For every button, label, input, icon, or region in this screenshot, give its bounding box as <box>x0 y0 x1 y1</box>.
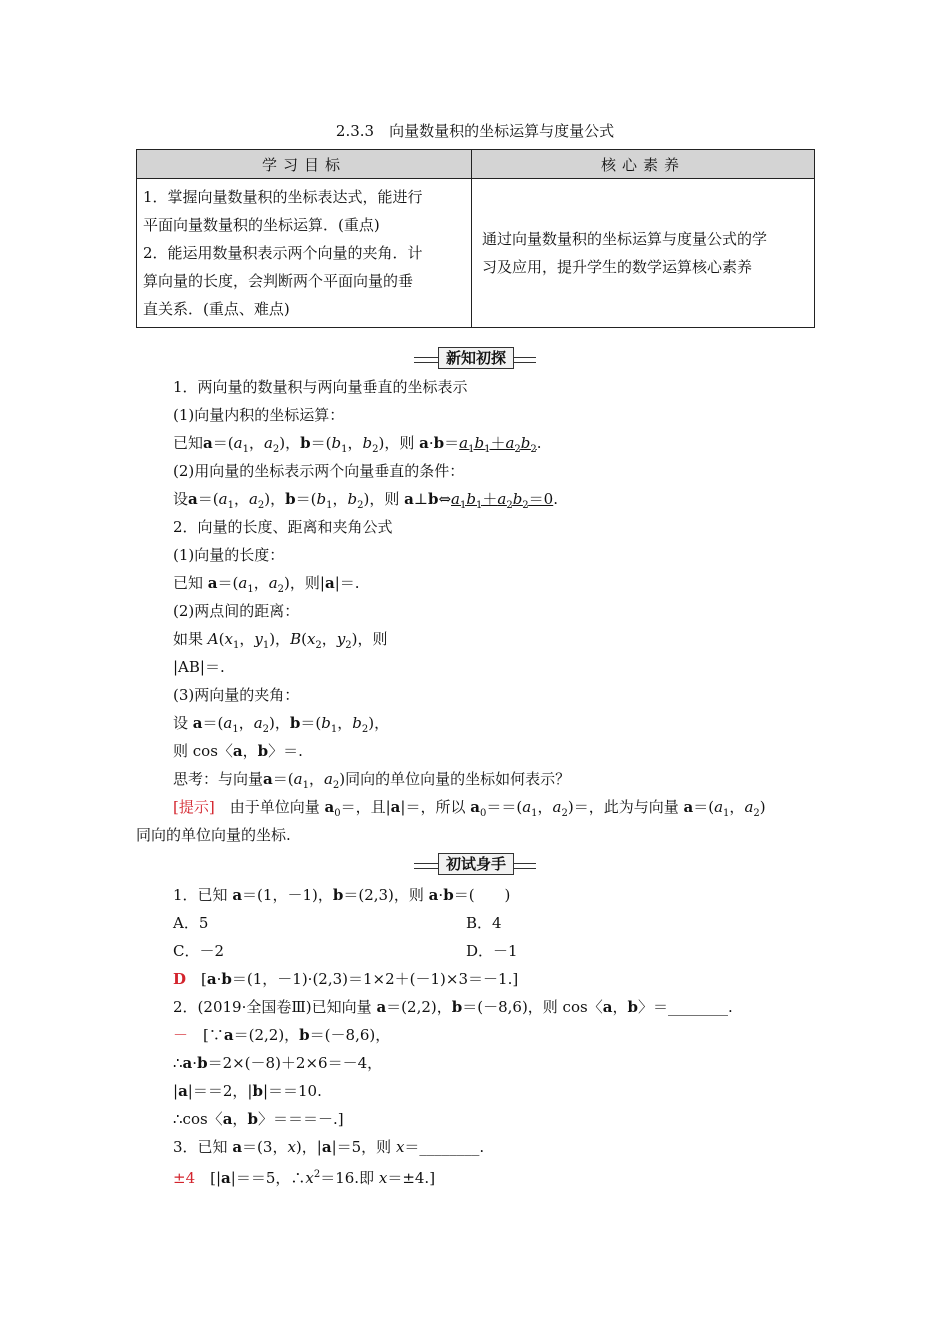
s2-p6: (3)两向量的夹角： <box>173 686 300 704</box>
question-2: 2．(2019·全国卷Ⅲ)已知向量 a＝(2,2)，b＝(－8,6)，则 cos〈a，b〉＝________. <box>173 998 733 1016</box>
goal-line: 直关系．(重点、难点) <box>143 300 290 318</box>
goal-line: 1．掌握向量数量积的坐标表达式，能进行 <box>143 188 423 206</box>
s2-heading: 2．向量的长度、距离和夹角公式 <box>173 518 393 536</box>
s2-p5: |AB|＝. <box>173 658 225 676</box>
banner-new-knowledge <box>414 347 536 369</box>
s2-p2: 已知 $a=(a_1$，$a_2$)，则|a|＝. <box>173 574 360 595</box>
s2-p8: 则 cos〈a，b〉＝. <box>173 742 303 760</box>
s1-p4: 设$a=(a_1$，$a_2$)，$b=(b_1$，$b_2$)，则 $a\perp b\Leftrightarrow a_1b_1+a_2b_2=0$. <box>173 490 558 511</box>
question-3: 3．已知 a＝(3，x)，|a|＝5，则 x＝________. <box>173 1138 485 1156</box>
goal-line: 平面向量数量积的坐标运算．(重点) <box>143 216 380 234</box>
s1-p2: 已知$a=(a_1$，$a_2$)，$b=(b_1$，$b_2$)，则 $a\cdot b=a_1b_1+a_2b_2$. <box>173 434 542 455</box>
goal-line: 2．能运用数量积表示两个向量的夹角．计 <box>143 244 423 262</box>
q2-solution-4: ∴cos〈a，b〉＝＝＝－.] <box>173 1110 344 1128</box>
q1-option-a: A．5 <box>173 914 209 932</box>
s2-p1: (1)向量的长度： <box>173 546 285 564</box>
banner-label: 新知初探 <box>438 347 514 369</box>
q1-option-b: B．4 <box>466 914 502 932</box>
s1-p3: (2)用向量的坐标表示两个向量垂直的条件： <box>173 462 465 480</box>
q1-option-d: D．－1 <box>466 942 518 960</box>
q3-solution: ±4 [|a|＝＝5，$\therefore x^2=16$.即 x＝±4.] <box>173 1169 436 1187</box>
table-header-literacy: 核心素养 <box>472 150 815 179</box>
hint-line: [提示] 由于单位向量 $a_0=$，且|a|＝，所以 $a_0==(a_1$，$a_2)=$，此为与向量 $a=(a_1$，$a_2$) <box>173 798 766 819</box>
section-title: 2.3.3 向量数量积的坐标运算与度量公式 <box>335 122 615 140</box>
s1-heading: 1．两向量的数量积与两向量垂直的坐标表示 <box>173 378 468 396</box>
s1-p1: (1)向量内积的坐标运算： <box>173 406 345 424</box>
q2-solution-2: ∴a·b＝2×(－8)＋2×6＝－4， <box>173 1054 383 1072</box>
think-question: 思考：与向量$a=(a_1$，$a_2$)同向的单位向量的坐标如何表示？ <box>173 770 571 791</box>
s2-p3: (2)两点间的距离： <box>173 602 300 620</box>
s2-p4: 如果 $A(x_1$，$y_1$)，$B(x_2$，$y_2$)，则 <box>173 630 388 651</box>
q2-solution-1: － [∵a＝(2,2)，b＝(－8,6)， <box>173 1026 391 1044</box>
banner-practice <box>414 853 536 875</box>
goals-cell <box>137 179 472 328</box>
banner-label: 初试身手 <box>438 853 514 875</box>
literacy-cell <box>472 179 815 328</box>
q1-solution: D [a·b＝(1，－1)·(2,3)＝1×2＋(－1)×3＝－1.] <box>173 970 519 988</box>
q2-solution-3: |a|＝＝2，|b|＝＝10. <box>173 1082 322 1100</box>
q1-option-c: C．－2 <box>173 942 225 960</box>
goal-line: 算向量的长度，会判断两个平面向量的垂 <box>143 272 414 290</box>
question-1: 1．已知 a＝(1，－1)，b＝(2,3)，则 a·b＝( ) <box>173 886 511 904</box>
literacy-line: 习及应用，提升学生的数学运算核心素养 <box>482 258 753 276</box>
goals-table <box>136 149 815 328</box>
table-header-goals: 学习目标 <box>137 150 472 179</box>
s2-p7: 设 $a=(a_1$，$a_2$)，$b=(b_1$，$b_2$)， <box>173 714 390 735</box>
hint-line-2: 同向的单位向量的坐标. <box>136 826 291 844</box>
literacy-line: 通过向量数量积的坐标运算与度量公式的学 <box>482 230 768 248</box>
